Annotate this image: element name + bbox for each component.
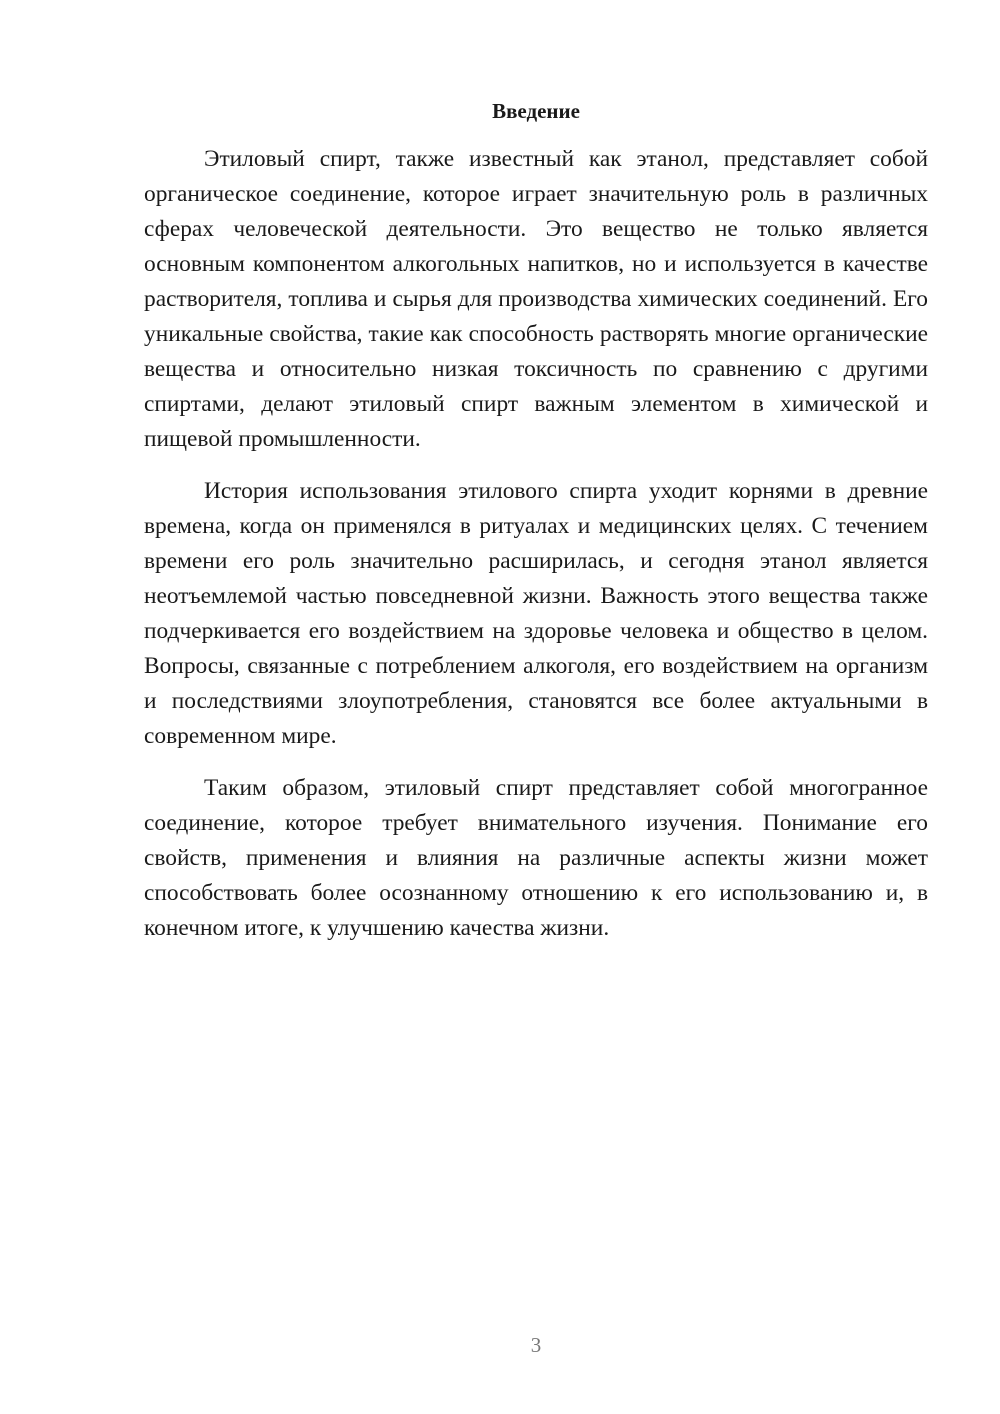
body-text xyxy=(144,142,928,963)
section-title: Введение xyxy=(492,99,580,123)
page-number: 3 xyxy=(530,1333,542,1357)
paragraph-3: Таким образом, этиловый спирт представляет собой многогранное соединение, которое требует внимательного изучения. Понимание его свойств, применения и влияния на различные аспекты жизни может способствовать более осознанному отношению к его использованию и, в конечном итоге, к улучшению качества жизни. xyxy=(144,775,928,941)
paragraph-2: История использования этилового спирта уходит корнями в древние времена, когда он применялся в ритуалах и медицинских целях. С течением времени его роль значительно расширилась, и сегодня этанол является неотъемлемой частью повседневной жизни. Важность этого вещества также подчеркивается его воздействием на здоровье человека и общество в целом. Вопросы, связанные с потреблением алкоголя, его воздействием на организм и последствиями злоупотребления, становятся все более актуальными в современном мире. xyxy=(144,478,928,749)
paragraph-1: Этиловый спирт, также известный как этанол, представляет собой органическое соединение, которое играет значительную роль в различных сферах человеческой деятельности. Это вещество не только является основным компонентом алкогольных напитков, но и используется в качестве растворителя, топлива и сырья для производства химических соединений. Его уникальные свойства, такие как способность растворять многие органические вещества и относительно низкая токсичность по сравнению с другими спиртами, делают этиловый спирт важным элементом в химической и пищевой промышленности. xyxy=(144,146,928,452)
